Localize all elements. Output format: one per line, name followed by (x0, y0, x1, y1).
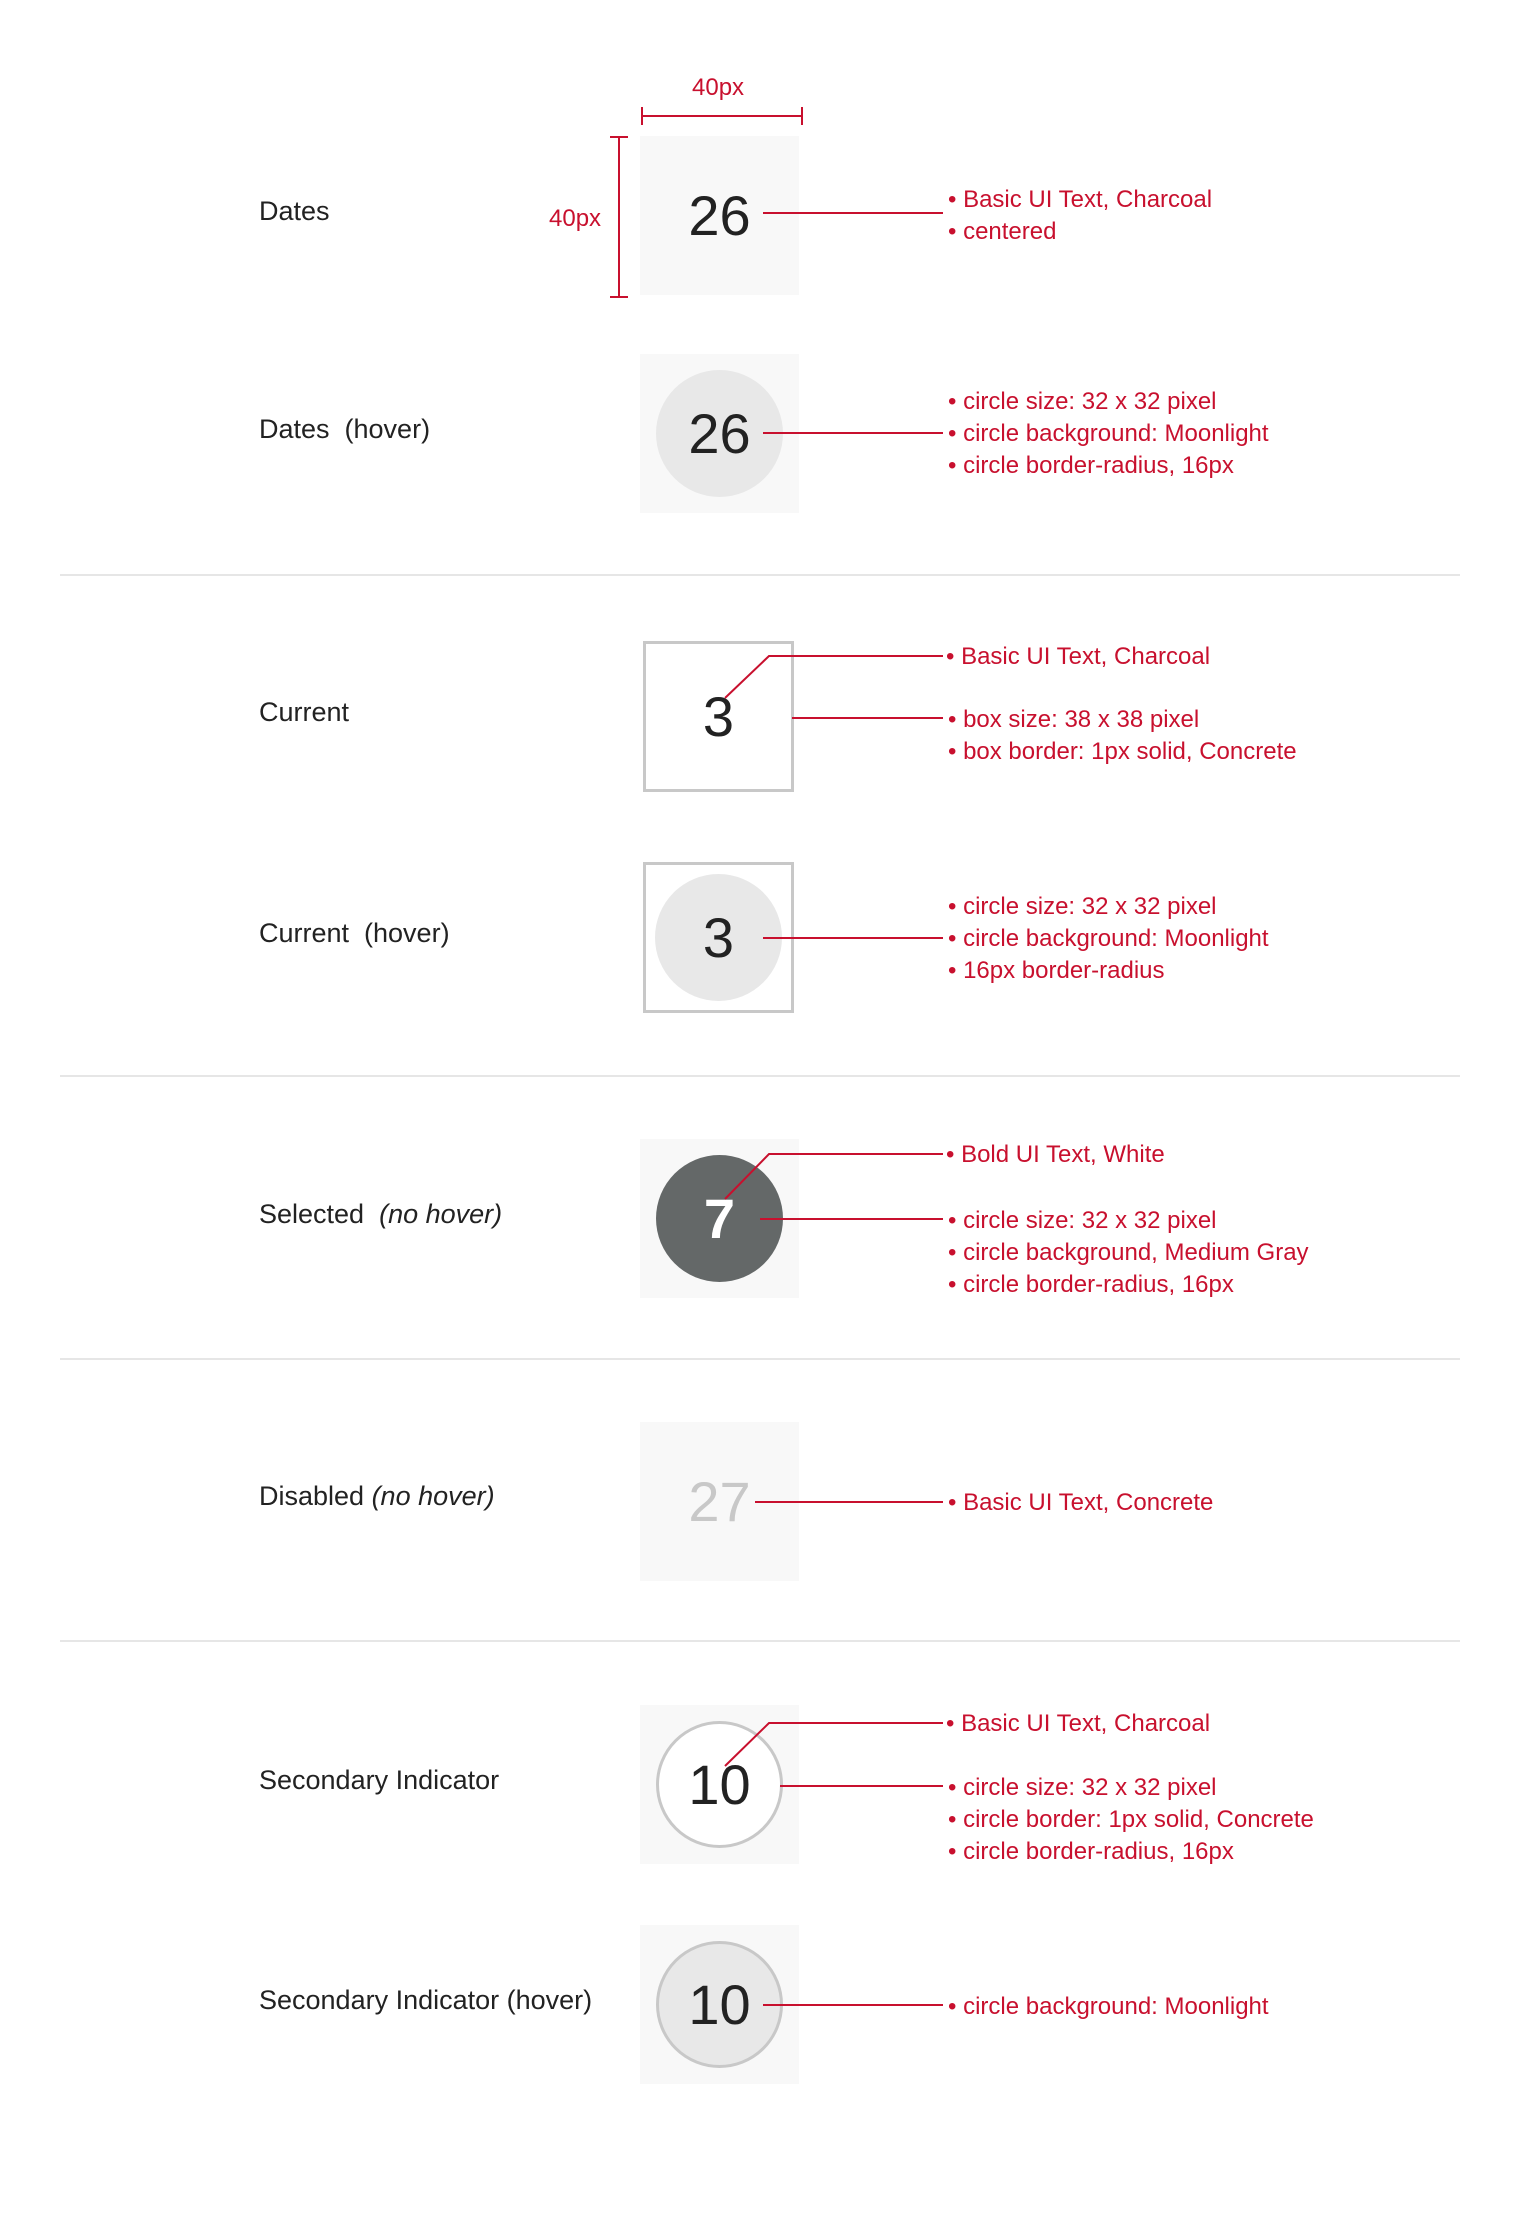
note-line: • box size: 38 x 38 pixel (948, 706, 1200, 733)
annotation-notes-current-hover (948, 891, 1269, 987)
row-label-dates: Dates (259, 196, 330, 226)
leader-line (725, 656, 943, 698)
note-line: • circle size: 32 x 32 pixel (948, 388, 1217, 415)
leader-line (725, 1154, 943, 1199)
annotation-notes-current-box (948, 704, 1297, 768)
note-line: • centered (948, 218, 1057, 245)
date-number: 10 (688, 1753, 751, 1816)
date-number: 7 (703, 1187, 736, 1250)
note-line: • Basic UI Text, Charcoal (948, 186, 1213, 213)
date-number: 27 (688, 1470, 751, 1533)
note-line: • circle background: Moonlight (948, 420, 1269, 447)
row-label-selected: Selected (no hover) (259, 1199, 503, 1229)
row-label-current: Current (259, 697, 350, 727)
note-line: • circle size: 32 x 32 pixel (948, 1774, 1217, 1801)
note-line: • circle border-radius, 16px (948, 452, 1234, 479)
row-label-disabled: Disabled (no hover) (259, 1481, 495, 1511)
date-number: 3 (702, 906, 735, 969)
row-label-secondary-indicator-hover: Secondary Indicator (hover) (259, 1985, 593, 2015)
note-line: • circle border-radius, 16px (948, 1271, 1234, 1298)
annotation-notes-disabled (948, 1487, 1213, 1519)
note-line: • circle border-radius, 16px (948, 1838, 1234, 1865)
date-number: 26 (688, 184, 751, 247)
row-label-secondary-indicator: Secondary Indicator (259, 1765, 500, 1795)
annotation-notes-dates-hover (948, 386, 1269, 482)
date-number: 10 (688, 1973, 751, 2036)
note-line: • circle border: 1px solid, Concrete (948, 1806, 1314, 1833)
note-line: • Basic UI Text, Charcoal (946, 643, 1211, 670)
annotation-notes-secondary-hover (948, 1991, 1269, 2023)
note-line: • Basic UI Text, Concrete (948, 1489, 1214, 1516)
note-line: • 16px border-radius (948, 957, 1165, 984)
date-number: 3 (702, 685, 735, 748)
note-line: • circle background, Medium Gray (948, 1239, 1309, 1266)
annotation-notes-secondary-circle (948, 1772, 1314, 1868)
note-line: • Basic UI Text, Charcoal (946, 1710, 1211, 1737)
note-line: • circle size: 32 x 32 pixel (948, 1207, 1217, 1234)
date-number: 26 (688, 402, 751, 465)
note-line: • circle size: 32 x 32 pixel (948, 893, 1217, 920)
width-dimension-label: 40px (692, 74, 745, 101)
annotation-notes-selected-circle (948, 1205, 1309, 1301)
annotation-notes-dates (948, 184, 1212, 248)
annotation-notes-current (946, 641, 1210, 673)
leader-line (725, 1723, 943, 1766)
note-line: • circle background: Moonlight (948, 925, 1269, 952)
height-dimension-label: 40px (549, 205, 602, 232)
note-line: • Bold UI Text, White (946, 1141, 1165, 1168)
row-label-dates-hover: Dates (hover) (259, 414, 431, 444)
note-line: • circle background: Moonlight (948, 1993, 1269, 2020)
annotation-notes-selected-text (946, 1139, 1165, 1171)
row-label-current-hover: Current (hover) (259, 918, 450, 948)
note-line: • box border: 1px solid, Concrete (948, 738, 1297, 765)
annotation-notes-secondary-text (946, 1708, 1210, 1740)
